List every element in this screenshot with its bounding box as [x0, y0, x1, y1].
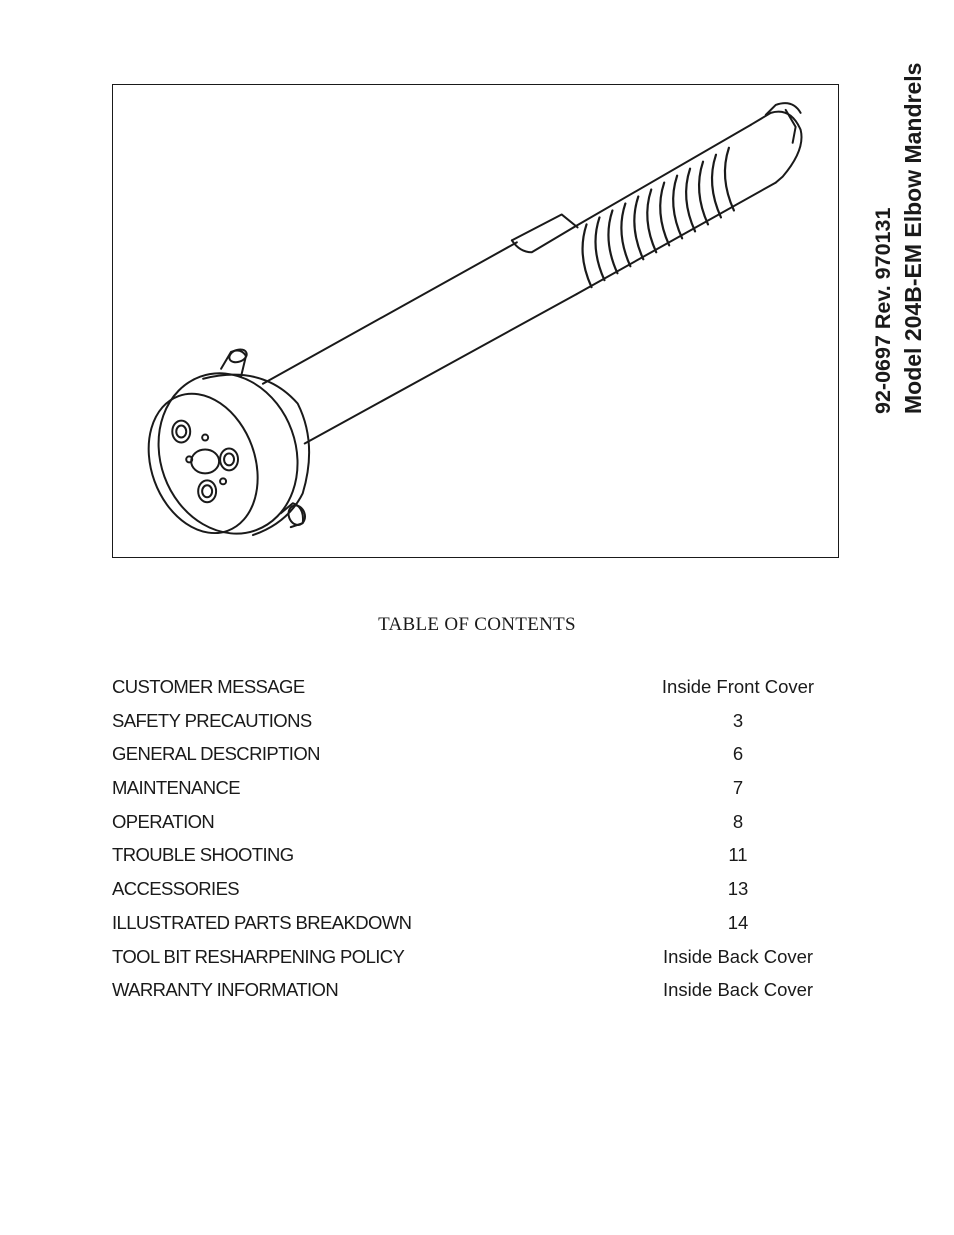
toc-entry-title: WARRANTY INFORMATION — [112, 979, 339, 1001]
toc-entry-title: OPERATION — [112, 810, 215, 832]
toc-row — [112, 807, 838, 841]
document-number: 92-0697 Rev. 970131 — [871, 207, 895, 414]
toc-row — [112, 942, 838, 976]
toc-heading: TABLE OF CONTENTS — [378, 614, 576, 635]
toc-row — [112, 908, 838, 942]
toc-row — [112, 672, 838, 706]
toc-row — [112, 706, 838, 740]
toc-entry-page: 13 — [727, 878, 749, 900]
table-of-contents — [112, 672, 838, 1009]
toc-row — [112, 840, 838, 874]
toc-entry-title: SAFETY PRECAUTIONS — [112, 709, 312, 731]
toc-entry-page: 14 — [727, 911, 749, 933]
toc-entry-page: 8 — [732, 810, 744, 832]
toc-entry-title: ACCESSORIES — [112, 878, 240, 900]
toc-entry-page: 3 — [732, 709, 744, 731]
toc-row — [112, 975, 838, 1009]
toc-entry-page: 7 — [732, 777, 744, 799]
toc-entry-page: 11 — [728, 844, 748, 866]
toc-entry-page: Inside Back Cover — [662, 979, 814, 1001]
toc-entry-title: MAINTENANCE — [112, 777, 241, 799]
toc-entry-title: TOOL BIT RESHARPENING POLICY — [112, 945, 405, 967]
toc-row — [112, 874, 838, 908]
toc-entry-title: CUSTOMER MESSAGE — [112, 676, 305, 697]
toc-entry-page: 6 — [732, 743, 744, 765]
product-title: Model 204B-EM Elbow Mandrels — [900, 62, 926, 414]
elbow-mandrel-illustration — [113, 85, 838, 557]
toc-entry-page: Inside Front Cover — [661, 676, 815, 697]
toc-row — [112, 773, 838, 807]
toc-entry-title: TROUBLE SHOOTING — [112, 844, 294, 866]
toc-entry-title: GENERAL DESCRIPTION — [112, 743, 320, 765]
toc-entry-title: ILLUSTRATED PARTS BREAKDOWN — [112, 911, 412, 933]
toc-entry-page: Inside Back Cover — [662, 945, 814, 967]
document-side-title — [868, 34, 938, 414]
product-illustration-frame — [112, 84, 839, 558]
toc-row — [112, 739, 838, 773]
